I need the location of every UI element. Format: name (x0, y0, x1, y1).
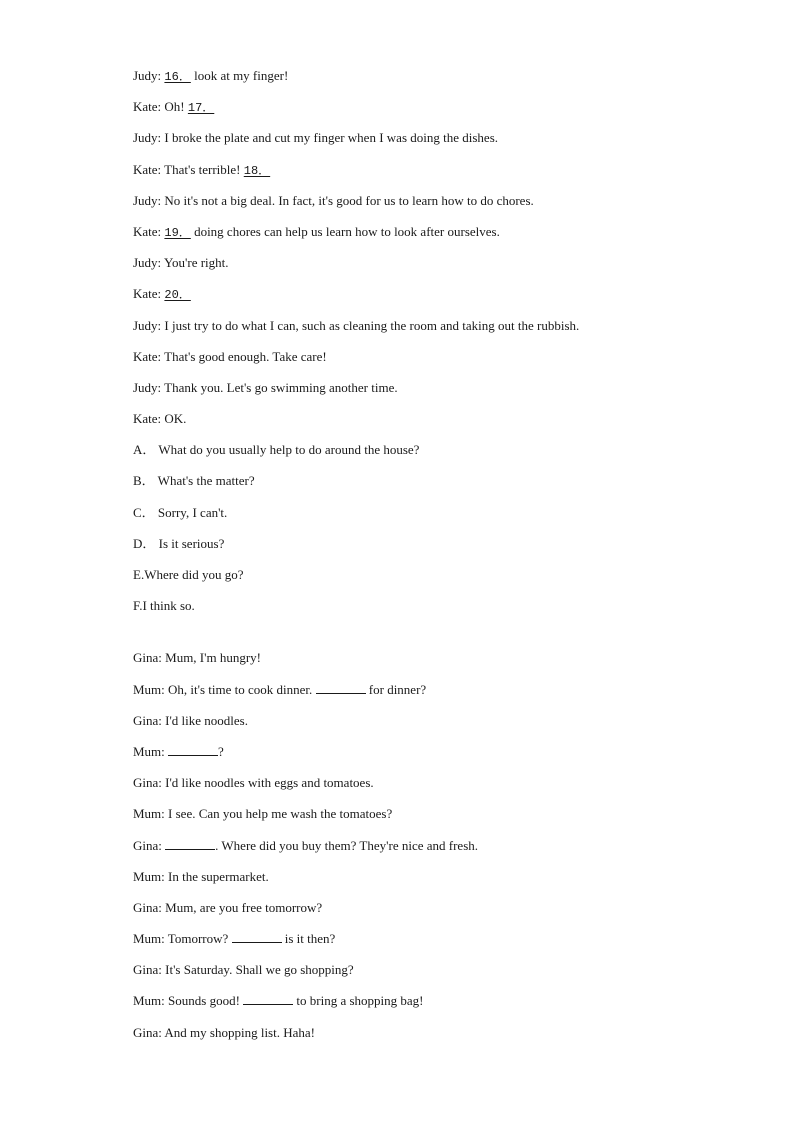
answer-blank (165, 837, 215, 850)
answer-blank (243, 992, 293, 1005)
line-text: Judy: You're right. (133, 255, 229, 271)
dialogue-line (133, 249, 733, 280)
line-text: Kate: Oh! (133, 99, 188, 115)
line-text: Judy: Thank you. Let's go swimming another time. (133, 379, 398, 395)
dialogue-line (133, 187, 733, 218)
line-text: doing chores can help us learn how to look after ourselves. (190, 223, 500, 239)
line-text: Kate: (133, 286, 165, 302)
dialogue-line (133, 863, 733, 894)
question-number: 19． (164, 225, 191, 240)
dialogue-line (133, 894, 733, 925)
line-text: to bring a shopping bag! (293, 993, 424, 1009)
dialogue-line (133, 62, 733, 93)
dialogue-line (133, 925, 733, 956)
dialogue-line (133, 374, 733, 405)
dialogue-line (133, 280, 733, 311)
line-text: Gina: I'd like noodles with eggs and tomatoes. (133, 775, 374, 791)
dialogue-section-2 (133, 644, 733, 1049)
question-number: 20． (164, 288, 191, 303)
answer-blank (316, 681, 366, 694)
line-text: Mum: In the supermarket. (133, 868, 269, 884)
dialogue-line (133, 93, 733, 124)
option-item: E.Where did you go? (133, 567, 244, 582)
section-gap (133, 623, 733, 644)
dialogue-line (133, 832, 733, 863)
dialogue-line (133, 1019, 733, 1050)
dialogue-line (133, 156, 733, 187)
line-text: Gina: Mum, I'm hungry! (133, 650, 261, 666)
option-item: A． What do you usually help to do around the house? (133, 442, 420, 458)
dialogue-line (133, 405, 733, 436)
dialogue-line (133, 738, 733, 769)
document-page (133, 62, 733, 1050)
dialogue-line (133, 769, 733, 800)
dialogue-line (133, 343, 733, 374)
question-number: 16． (164, 70, 191, 84)
line-text: Mum: Oh, it's time to cook dinner. (133, 681, 316, 697)
option-item: D． Is it serious? (133, 535, 225, 551)
line-text: ? (218, 743, 224, 759)
question-number: 18． (243, 163, 271, 178)
dialogue-section-1 (133, 62, 733, 436)
line-text: Kate: (133, 223, 165, 239)
line-text: . Where did you buy them? They're nice and fresh. (215, 837, 478, 853)
line-text: Gina: (133, 837, 166, 853)
dialogue-line (133, 707, 733, 738)
dialogue-line (133, 676, 733, 707)
line-text: Judy: I just try to do what I can, such as cleaning the room and taking out the rubbish. (133, 317, 580, 333)
line-text: Gina: I'd like noodles. (133, 712, 248, 728)
dialogue-line (133, 987, 733, 1018)
line-text: Kate: That's terrible! (133, 161, 244, 177)
dialogue-line (133, 312, 733, 343)
line-text: Judy: I broke the plate and cut my finger when I was doing the dishes. (133, 130, 498, 146)
answer-options (133, 436, 733, 623)
answer-blank (232, 930, 282, 943)
line-text: Judy: (133, 68, 165, 83)
line-text: Mum: (133, 743, 169, 759)
line-text: Gina: Mum, are you free tomorrow? (133, 899, 323, 915)
line-text: Gina: It's Saturday. Shall we go shopping? (133, 962, 354, 978)
line-text: Judy: No it's not a big deal. In fact, it's good for us to learn how to do chores. (133, 192, 534, 208)
line-text: is it then? (281, 931, 336, 947)
line-text: look at my finger! (190, 68, 289, 83)
line-text: Mum: I see. Can you help me wash the tomatoes? (133, 806, 393, 822)
line-text: for dinner? (365, 681, 427, 697)
question-number: 17． (187, 101, 215, 116)
line-text: Gina: And my shopping list. Haha! (133, 1024, 315, 1040)
option-item: C． Sorry, I can't. (133, 504, 228, 520)
line-text: Kate: That's good enough. Take care! (133, 348, 327, 364)
dialogue-line (133, 800, 733, 831)
option-item: F.I think so. (133, 598, 195, 614)
line-text: Mum: Tomorrow? (133, 931, 232, 947)
dialogue-line (133, 218, 733, 249)
dialogue-line (133, 956, 733, 987)
line-text: Mum: Sounds good! (133, 993, 244, 1009)
option-item: B． What's the matter? (133, 473, 255, 489)
dialogue-line (133, 124, 733, 155)
answer-blank (168, 743, 218, 756)
dialogue-line (133, 644, 733, 675)
line-text: Kate: OK. (133, 411, 187, 427)
